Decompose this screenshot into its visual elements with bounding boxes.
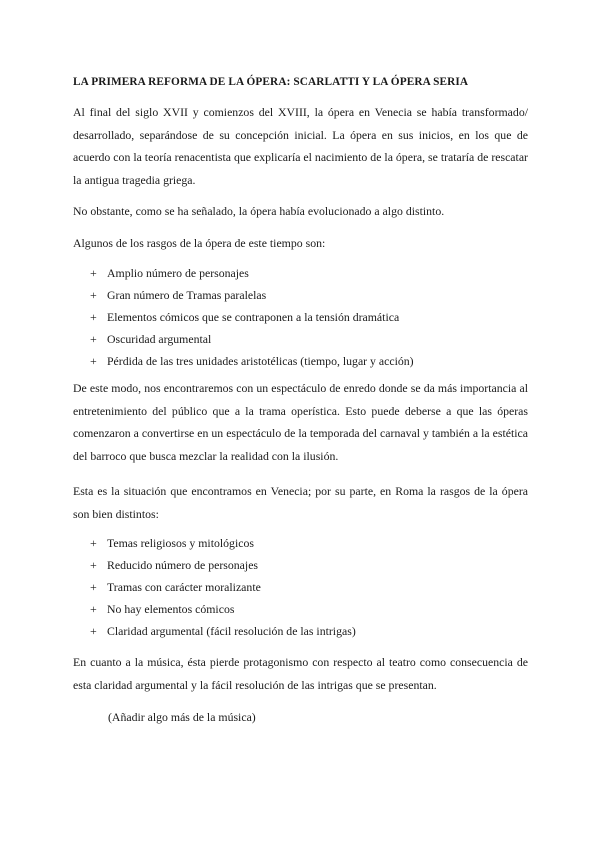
list-item: + Elementos cómicos que se contraponen a la tensión dramática [73, 306, 528, 328]
document-title: LA PRIMERA REFORMA DE LA ÓPERA: SCARLATTI Y LA ÓPERA SERIA [73, 76, 469, 88]
paragraph-roma: Esta es la situación que encontramos en Venecia; por su parte, en Roma la rasgos de la ópera son bien distintos: [73, 484, 528, 521]
list-venecia [73, 262, 528, 372]
paragraph-espectaculo: De este modo, nos encontraremos con un espectáculo de enredo donde se da más importancia al entretenimiento del público que a la trama operística. Esto puede deberse a que las óperas comenzaron a convertirse en un espectáculo de la temporada del carnaval y también a la estética del barroco que busca mezclar la realidad con la ilusión. [73, 381, 528, 463]
plus-bullet-icon: + [90, 558, 97, 572]
list-item: + No hay elementos cómicos [73, 598, 528, 620]
plus-bullet-icon: + [90, 536, 97, 550]
plus-bullet-icon: + [90, 602, 97, 616]
list-item: + Tramas con carácter moralizante [73, 576, 528, 598]
plus-bullet-icon: + [90, 310, 97, 324]
paragraph-intro: Al final del siglo XVII y comienzos del XVIII, la ópera en Venecia se había transformado/ desarrollado, separándose de su concepción inicial. La ópera en sus inicios, en los que de acuerdo con la teoría renacentista que explicaría el nacimiento de la ópera, se trataría de rescatar la antigua tragedia griega. [73, 105, 528, 187]
editor-note: (Añadir algo más de la música) [108, 710, 256, 724]
list-item: + Pérdida de las tres unidades aristotélicas (tiempo, lugar y acción) [73, 350, 528, 372]
list-item: + Reducido número de personajes [73, 554, 528, 576]
paragraph-no-obstante: No obstante, como se ha señalado, la ópera había evolucionado a algo distinto. [73, 204, 445, 218]
paragraph-musica: En cuanto a la música, ésta pierde protagonismo con respecto al teatro como consecuencia de esta claridad argumental y la fácil resolución de las intrigas que se presentan. [73, 655, 528, 692]
list-item: + Amplio número de personajes [73, 262, 528, 284]
plus-bullet-icon: + [90, 354, 97, 368]
plus-bullet-icon: + [90, 580, 97, 594]
plus-bullet-icon: + [90, 332, 97, 346]
list-item: + Oscuridad argumental [73, 328, 528, 350]
paragraph-rasgos-intro: Algunos de los rasgos de la ópera de este tiempo son: [73, 236, 326, 250]
list-item: + Claridad argumental (fácil resolución de las intrigas) [73, 620, 528, 642]
list-item: + Temas religiosos y mitológicos [73, 532, 528, 554]
plus-bullet-icon: + [90, 624, 97, 638]
list-item: + Gran número de Tramas paralelas [73, 284, 528, 306]
plus-bullet-icon: + [90, 266, 97, 280]
plus-bullet-icon: + [90, 288, 97, 302]
list-roma [73, 532, 528, 642]
